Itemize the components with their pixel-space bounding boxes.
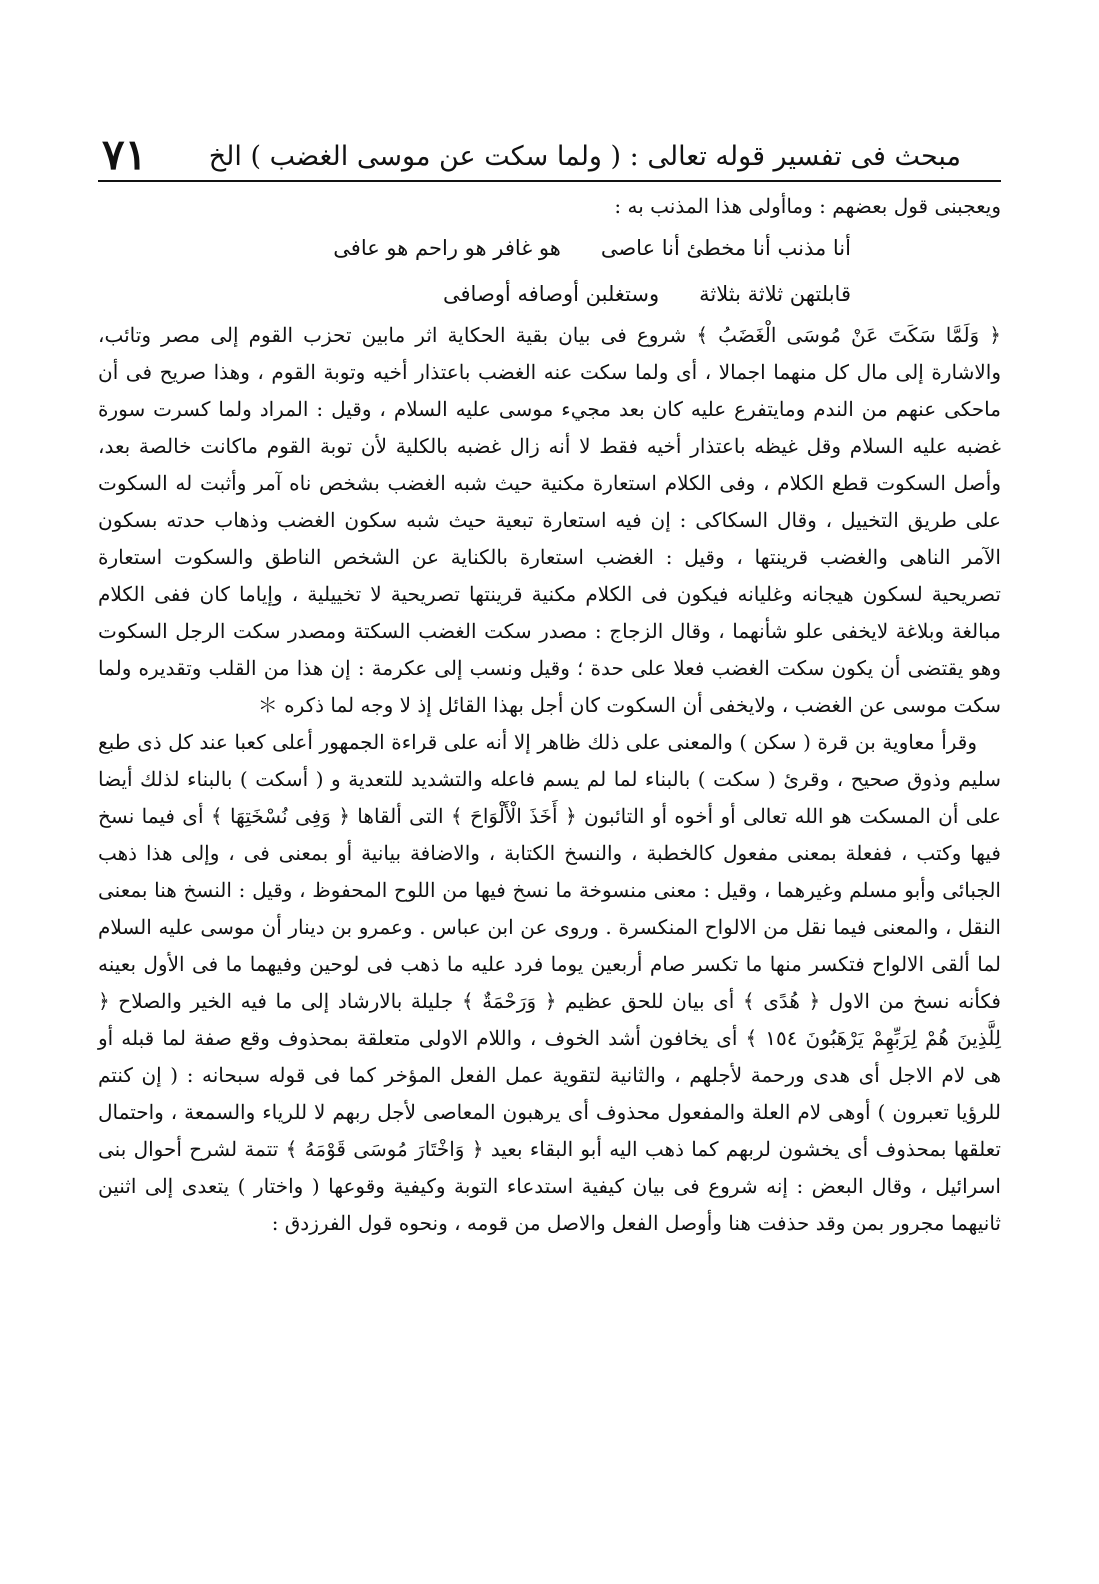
commentary-paragraph: وقرأ معاوية بن قرة ( سكن ) والمعنى على ذلك ظاهر إلا أنه على قراءة الجمهور أعلى كعبا عند كل ذى طبع سليم وذوق صحيح ، وقرئ ( سكت ) بالبناء لما لم يسم فاعله والتشديد للتعدية و ( أسكت ) بالبناء لذلك أيضا على أن المسكت هو الله تعالى أو أخوه أو التائبون ﴿ أَخَذَ الْأَلْوَاحَ ﴾ التى ألقاها ﴿ وَفِى نُسْخَتِهَا ﴾ أى فيما نسخ فيها وكتب ، ففعلة بمعنى مفعول كالخطبة ، والنسخ الكتابة ، والاضافة بيانية أو بمعنى فى ، وإلى هذا ذهب الجبائى وأبو مسلم وغيرهما ، وقيل : معنى منسوخة ما نسخ فيها من اللوح المحفوظ ، وقيل : النسخ هنا بمعنى النقل ، والمعنى فيما نقل من الالواح المنكسرة . وروى عن ابن عباس . وعمرو بن دينار أن موسى عليه السلام لما ألقى الالواح فتكسر منها ما تكسر صام أربعين يوما فرد عليه ما ذهب فى لوحين وفيهما ما فى الأول بعينه فكأنه نسخ من الاول ﴿ هُدًى ﴾ أى بيان للحق عظيم ﴿ وَرَحْمَةٌ ﴾ جليلة بالارشاد إلى ما فيه الخير والصلاح ﴿ لِلَّذِينَ هُمْ لِرَبِّهِمْ يَرْهَبُونَ ١٥٤ ﴾ أى يخافون أشد الخوف ، واللام الاولى متعلقة بمحذوف وقع صفة لما قبله أو هى لام الاجل أى هدى ورحمة لأجلهم ، والثانية لتقوية عمل الفعل المؤخر كما فى قوله سبحانه : ( إن كنتم للرؤيا تعبرون ) أوهى لام العلة والمفعول محذوف أى يرهبون المعاصى لأجل ربهم لا للرياء والسمعة ، واحتمال تعلقها بمحذوف أى يخشون لربهم كما ذهب اليه أبو البقاء بعيد ﴿ وَاخْتَارَ مُوسَى قَوْمَهُ ﴾ تتمة لشرح أحوال بنى اسرائيل ، وقال البعض : إنه شروع فى بيان كيفية استدعاء التوبة وكيفية وقوعها ( واختار ) يتعدى إلى اثنين ثانيهما مجرور بمن وقد حذفت هنا وأوصل الفعل والاصل من قومه ، ونحوه قول الفرزدق :: [98, 730, 1002, 1235]
body-text: [98, 188, 1001, 1242]
page-header: [98, 118, 1001, 180]
commentary-paragraph: ﴿ وَلَمَّا سَكَتَ عَنْ مُوسَى الْغَضَبُ ﴾ شروع فى بيان بقية الحكاية اثر مابين تحزب القوم إلى مصر وتائب، والاشارة إلى مال كل منهما اجمالا ، أى ولما سكت عنه الغضب باعتذار أخيه وتوبة القوم ، وهذا صريح فى أن ماحكى عنهم من الندم ومايتفرع عليه كان بعد مجيء موسى عليه السلام ، وقيل : المراد ولما كسرت سورة غضبه عليه السلام وقل غيظه باعتذار أخيه فقط لا أنه زال غضبه بالكلية لأن توبة القوم ماكانت خالصة بعد، وأصل السكوت قطع الكلام ، وفى الكلام استعارة مكنية حيث شبه الغضب بشخص ناه آمر وأثبت له السكوت على طريق التخييل ، وقال السكاكى : إن فيه استعارة تبعية حيث شبه سكون الغضب وذهاب حدته بسكون الآمر الناهى والغضب قرينتها ، وقيل : الغضب استعارة بالكناية عن الشخص الناطق والسكوت استعارة تصريحية لسكون هيجانه وغليانه فيكون فى الكلام مكنية قرينتها تصريحية لا تخييلية ، وإياما كان ففى الكلام مبالغة وبلاغة لايخفى علو شأنهما ، وقال الزجاج : مصدر سكت الغضب السكتة ومصدر سكت الرجل السكوت وهو يقتضى أن يكون سكت الغضب فعلا على حدة ؛ وقيل ونسب إلى عكرمة : إن هذا من القلب وتقديره ولما سكت موسى عن الغضب ، ولايخفى أن السكوت كان أجل بهذا القائل إذ لا وجه لما ذكره ＊: [98, 323, 1001, 717]
poem: [178, 225, 851, 317]
poem-hemistich-first: أنا مذنب أنا مخطئ أنا عاصى: [600, 236, 851, 260]
poem-verse: [178, 271, 851, 317]
poem-hemistich-second: هو غافر هو راحم هو عافى: [333, 236, 561, 260]
header-rule: [98, 180, 1001, 182]
poem-verse: [178, 225, 851, 271]
running-title: مبحث فى تفسير قوله تعالى : ( ولما سكت عن موسى الغضب ) الخ: [208, 141, 961, 172]
page-number: ٧١: [102, 130, 148, 179]
intro-line: ويعجبنى قول بعضهم : وماأولى هذا المذنب به :: [614, 194, 1001, 218]
poem-hemistich-second: وستغلبن أوصافه أوصافى: [443, 282, 660, 306]
poem-hemistich-first: قابلتهن ثلاثة بثلاثة: [699, 282, 851, 306]
